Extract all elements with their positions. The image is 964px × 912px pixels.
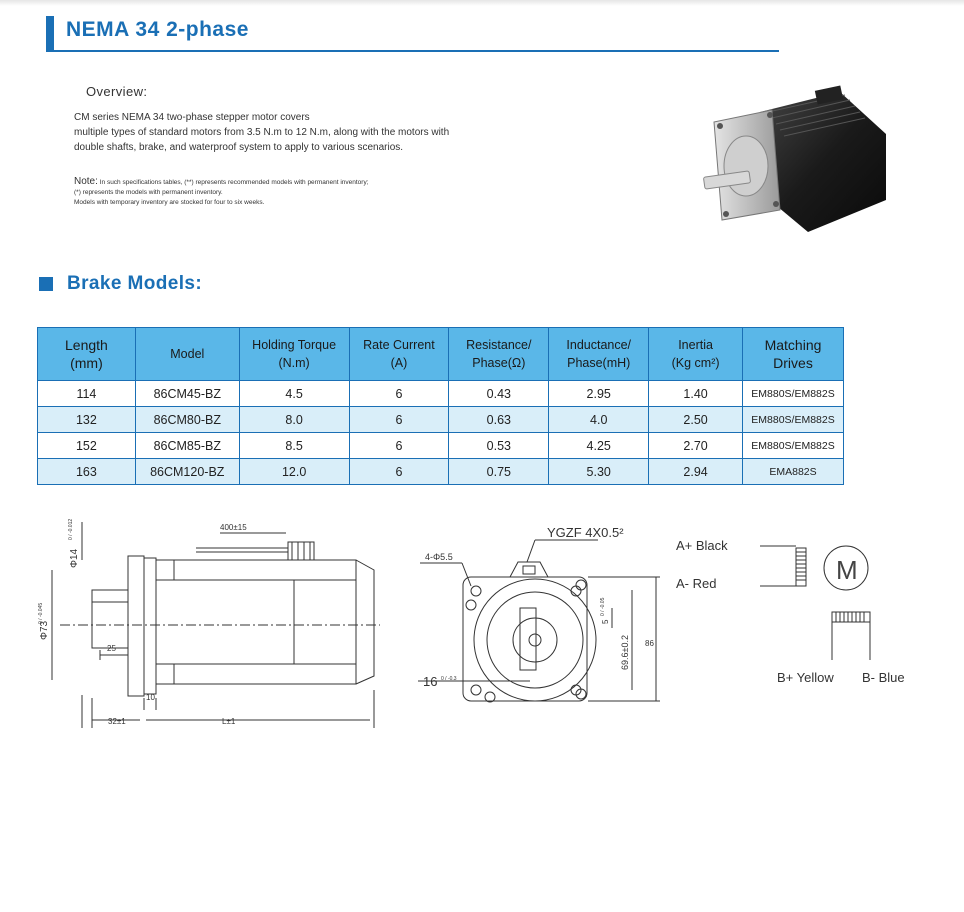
- shaft-diameter-label: Φ14: [69, 548, 80, 568]
- cell-resistance: 0.75: [449, 459, 549, 485]
- wire-b-plus: B+ Yellow: [777, 670, 834, 685]
- cell-model: 86CM80-BZ: [135, 407, 239, 433]
- cell-current: 6: [349, 407, 449, 433]
- cell-length: 163: [38, 459, 136, 485]
- wire-a-minus: A- Red: [676, 576, 717, 591]
- motor-symbol: M: [836, 555, 858, 585]
- cell-inductance: 5.30: [549, 459, 649, 485]
- note-label: Note:: [74, 176, 98, 187]
- title-accent-bar: [46, 16, 54, 52]
- section-bullet: [39, 277, 53, 291]
- shaft-tolerance-label: 0 / -0.012: [68, 518, 74, 540]
- cell-current: 6: [349, 459, 449, 485]
- cell-inertia: 1.40: [649, 381, 743, 407]
- cell-inductance: 2.95: [549, 381, 649, 407]
- table-row: [38, 381, 844, 407]
- cell-inertia: 2.70: [649, 433, 743, 459]
- table-row: [38, 433, 844, 459]
- flange-thickness-label: 10: [146, 693, 155, 702]
- hole-pitch-label: 69.6±0.2: [620, 635, 630, 670]
- cell-resistance: 0.53: [449, 433, 549, 459]
- key-width-label: 16: [423, 674, 438, 689]
- overview-line: CM series NEMA 34 two-phase stepper motor covers: [74, 112, 310, 123]
- front-view-labels: [423, 525, 654, 689]
- cell-drives: EM880S/EM882S: [743, 381, 844, 407]
- cell-resistance: 0.43: [449, 381, 549, 407]
- body-length-label: L±1: [222, 717, 236, 726]
- shaft-length-label: 32±1: [108, 717, 126, 726]
- col-header: Resistance/ Phase(Ω): [449, 328, 549, 381]
- cell-drives: EMA882S: [743, 459, 844, 485]
- motor-image: [700, 82, 890, 242]
- note-block: [74, 177, 594, 208]
- cell-torque: 4.5: [239, 381, 349, 407]
- cell-torque: 8.5: [239, 433, 349, 459]
- col-header: Holding Torque (N.m): [239, 328, 349, 381]
- key-length-label: 25: [107, 644, 116, 653]
- mount-holes-label: 4-Φ5.5: [425, 552, 453, 562]
- boss-tolerance-label: 0 / -0.045: [38, 602, 44, 624]
- side-view-drawing: [52, 522, 380, 728]
- col-header: Matching Drives: [743, 328, 844, 381]
- col-header: Model: [135, 328, 239, 381]
- cell-length: 152: [38, 433, 136, 459]
- cell-current: 6: [349, 433, 449, 459]
- side-view-labels: [38, 519, 247, 726]
- cell-current: 6: [349, 381, 449, 407]
- col-header: Rate Current (A): [349, 328, 449, 381]
- overview-line: double shafts, brake, and waterproof system to apply to various scenarios.: [74, 142, 404, 153]
- overview-text: [74, 110, 554, 155]
- note-line: In such specifications tables, (**) represents recommended models with permanent inventory;: [97, 179, 369, 186]
- cell-torque: 8.0: [239, 407, 349, 433]
- cell-inductance: 4.25: [549, 433, 649, 459]
- flange-size-label: 86: [645, 639, 654, 648]
- wire-b-minus: B- Blue: [862, 670, 905, 685]
- cell-inductance: 4.0: [549, 407, 649, 433]
- flat-label: 5: [601, 619, 610, 624]
- section-title: Brake Models:: [67, 273, 203, 294]
- overview-heading: Overview:: [86, 84, 148, 99]
- title-underline: [54, 50, 779, 52]
- page-title: NEMA 34 2-phase: [66, 18, 249, 41]
- cell-drives: EM880S/EM882S: [743, 407, 844, 433]
- top-shade: [0, 0, 964, 6]
- col-header: Length (mm): [38, 328, 136, 381]
- col-header: Inductance/ Phase(mH): [549, 328, 649, 381]
- table-row: [38, 459, 844, 485]
- wire-a-plus: A+ Black: [676, 538, 728, 553]
- cell-inertia: 2.94: [649, 459, 743, 485]
- cell-drives: EM880S/EM882S: [743, 433, 844, 459]
- overview-line: multiple types of standard motors from 3.5 N.m to 12 N.m, along with the motors with: [74, 127, 450, 138]
- connector-label: YGZF 4X0.5²: [547, 525, 624, 540]
- flat-tolerance-label: 0 / -0.05: [600, 597, 606, 616]
- cell-torque: 12.0: [239, 459, 349, 485]
- table-row: [38, 407, 844, 433]
- cell-length: 114: [38, 381, 136, 407]
- cell-model: 86CM45-BZ: [135, 381, 239, 407]
- spec-table: [37, 327, 844, 485]
- table-header-row: [38, 328, 844, 381]
- cell-model: 86CM120-BZ: [135, 459, 239, 485]
- boss-diameter-label: Φ73: [39, 620, 50, 640]
- cell-length: 132: [38, 407, 136, 433]
- col-header: Inertia (Kg cm²): [649, 328, 743, 381]
- cell-model: 86CM85-BZ: [135, 433, 239, 459]
- cell-inertia: 2.50: [649, 407, 743, 433]
- cable-length-label: 400±15: [220, 523, 247, 532]
- cell-resistance: 0.63: [449, 407, 549, 433]
- dimension-drawings: [0, 500, 964, 760]
- note-line: (*) represents the models with permanent inventory.: [74, 189, 223, 196]
- note-line: Models with temporary inventory are stocked for four to six weeks.: [74, 199, 265, 206]
- key-tolerance-label: 0 / -0.3: [441, 676, 457, 682]
